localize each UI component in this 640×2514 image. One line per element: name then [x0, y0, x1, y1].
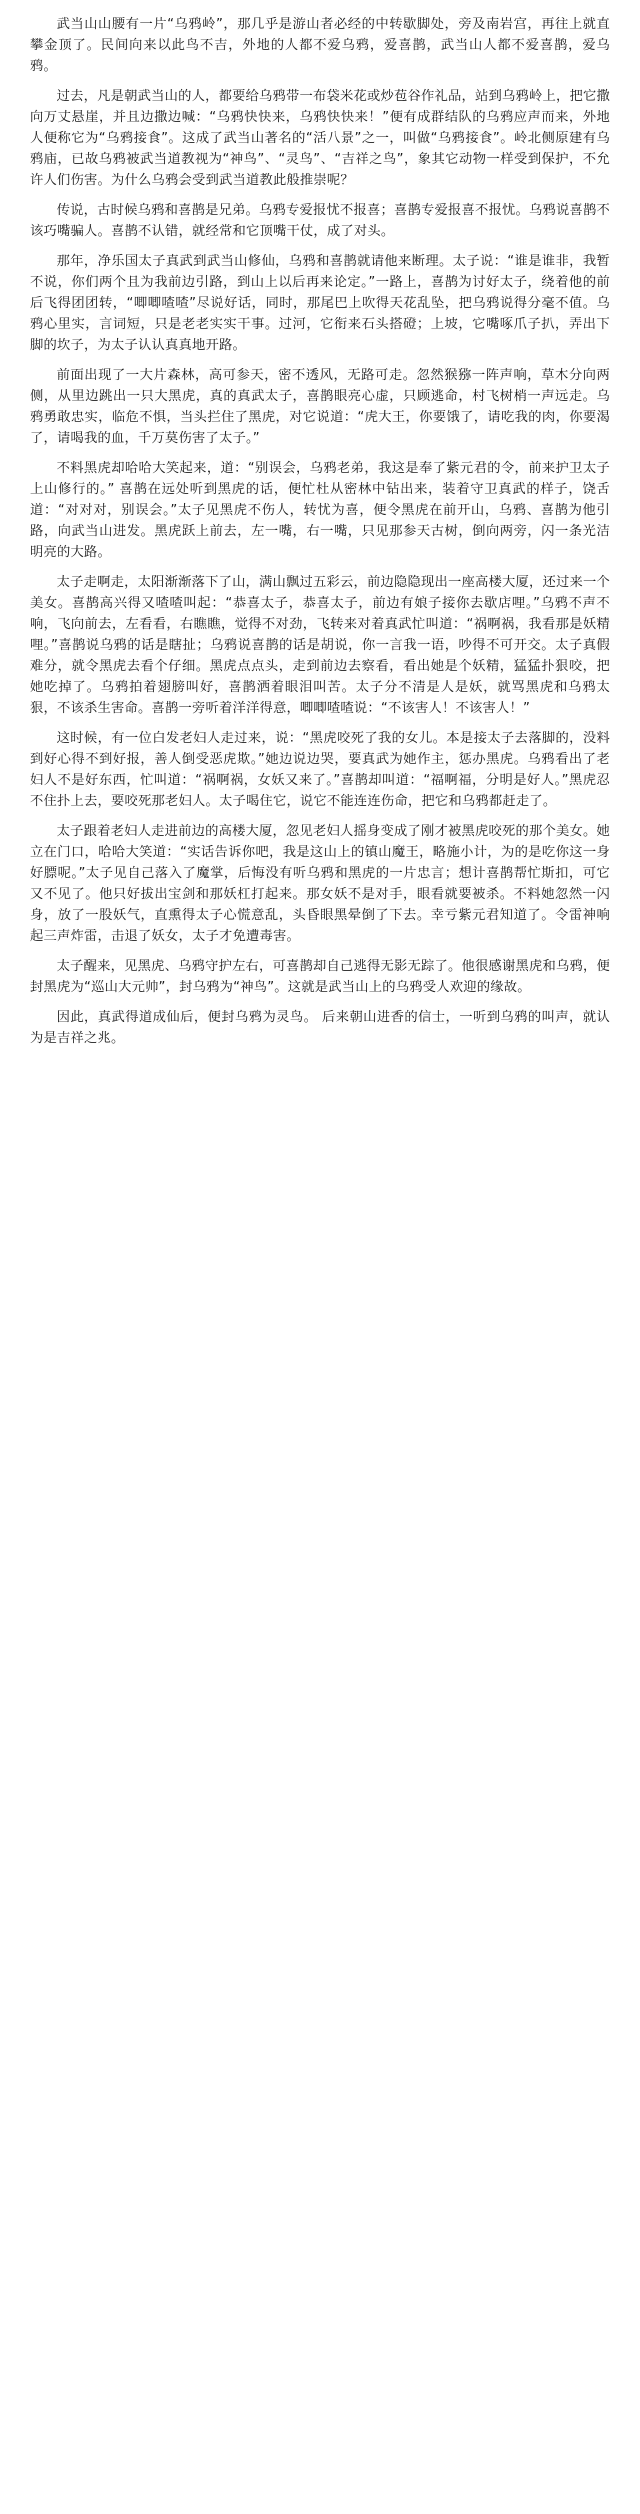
paragraph: 那年，净乐国太子真武到武当山修仙，乌鸦和喜鹊就请他来断理。太子说：“谁是谁非，我暂不说，你们两个且为我前边引路，到山上以后再来论定。”一路上，喜鹊为讨好太子，绕着他的前后飞得团团转，“唧唧喳喳”尽说好话，同时，那尾巴上吹得天花乱坠，把乌鸦说得分毫不值。乌鸦心里实，言词短，只是老老实实干事。过河，它衔来石头搭磴；上坡，它嘴啄爪子扒，弄出下脚的坎子，为太子认认真真地开路。 — [30, 254, 610, 353]
paragraph: 不料黑虎却哈哈大笑起来，道：“别误会，乌鸦老弟，我这是奉了紫元君的令，前来护卫太子上山修行的。” 喜鹊在远处听到黑虎的话，便忙杜从密林中钻出来，装着守卫真武的样子，饶舌道：“对对对，别误会。”太子见黑虎不伤人，转忧为喜，便令黑虎在前开山，乌鸦、喜鹊为他引路，向武当山进发。黑虎跃上前去，左一嘴，右一嘴，只见那参天古树，倒向两旁，闪一条光洁明亮的大路。 — [30, 461, 610, 560]
paragraph: 传说，古时候乌鸦和喜鹊是兄弟。乌鸦专爱报忧不报喜；喜鹊专爱报喜不报忧。乌鸦说喜鹊不该巧嘴骗人。喜鹊不认错，就经常和它顶嘴干仗，成了对头。 — [30, 203, 610, 239]
paragraph: 太子醒来，见黑虎、乌鸦守护左右，可喜鹊却自己逃得无影无踪了。他很感谢黑虎和乌鸦，便封黑虎为“巡山大元帅”，封乌鸦为“神鸟”。这就是武当山上的乌鸦受人欢迎的缘故。 — [30, 959, 610, 995]
paragraph: 因此，真武得道成仙后，便封乌鸦为灵鸟。 后来朝山进香的信士，一听到乌鸦的叫声，就认为是吉祥之兆。 — [30, 1010, 610, 1046]
paragraph: 过去，凡是朝武当山的人，都要给乌鸦带一布袋米花或炒苞谷作礼品，站到乌鸦岭上，把它撒向万丈悬崖，并且边撒边喊：“乌鸦快快来，乌鸦快快来！”便有成群结队的乌鸦应声而来，外地人便称它为“乌鸦接食”。这成了武当山著名的“活八景”之一，叫做“乌鸦接食”。岭北侧原建有乌鸦庙，已故乌鸦被武当道教视为“神鸟”、“灵鸟”、“吉祥之鸟”，象其它动物一样受到保护，不允许人们伤害。为什么乌鸦会受到武当道教此般推崇呢？ — [30, 89, 610, 188]
article-body — [0, 0, 640, 1068]
paragraph: 这时候，有一位白发老妇人走过来，说：“黑虎咬死了我的女儿。本是接太子去落脚的，没料到好心得不到好报，善人倒受恶虎欺。”她边说边哭，要真武为她作主，惩办黑虎。乌鸦看出了老妇人不是好东西，忙叫道：“祸啊祸，女妖又来了。”喜鹊却叫道：“福啊福，分明是好人。”黑虎忍不住扑上去，要咬死那老妇人。太子喝住它，说它不能连连伤命，把它和乌鸦都赶走了。 — [30, 731, 610, 809]
paragraph: 太子走啊走，太阳渐渐落下了山，满山飘过五彩云，前边隐隐现出一座高楼大厦，还过来一个美女。喜鹊高兴得又喳喳叫起：“恭喜太子，恭喜太子，前边有娘子接你去歇店哩。”乌鸦不声不响，飞向前去，左看看，右瞧瞧，觉得不对劲，飞转来对着真武忙叫道：“祸啊祸，我看那是妖精哩。”喜鹊说乌鸦的话是瞎扯；乌鸦说喜鹊的话是胡说，你一言我一语，吵得不可开交。太子真假难分，就令黑虎去看个仔细。黑虎点点头，走到前边去察看，看出她是个妖精，猛猛扑狠咬，把她吃掉了。乌鸦拍着翅膀叫好，喜鹊洒着眼泪叫苦。太子分不清是人是妖，就骂黑虎和乌鸦太狠，不该杀生害命。喜鹊一旁听着洋洋得意，唧唧喳喳说：“不该害人！不该害人！” — [30, 575, 610, 716]
paragraph: 太子跟着老妇人走进前边的高楼大厦，忽见老妇人摇身变成了刚才被黑虎咬死的那个美女。她立在门口，哈哈大笑道：“实话告诉你吧，我是这山上的镇山魔王，略施小计，为的是吃你这一身好膘呢。”太子见自己落入了魔掌，后悔没有听乌鸦和黑虎的一片忠言；想计喜鹊帮忙斯扣，可它又不见了。他只好拔出宝剑和那妖杠打起来。那女妖不是对手，眼看就要被杀。不料她忽然一闪身，放了一股妖气，直熏得太子心慌意乱，头昏眼黑晕倒了下去。幸亏紫元君知道了。令雷神响起三声炸雷，击退了妖女，太子才免遭毒害。 — [30, 824, 610, 944]
paragraph: 武当山山腰有一片“乌鸦岭”，那几乎是游山者必经的中转歇脚处，旁及南岩宫，再往上就直攀金顶了。民间向来以此鸟不吉，外地的人都不爱乌鸦，爱喜鹊，武当山人都不爱喜鹊，爱乌鸦。 — [30, 17, 610, 74]
paragraph: 前面出现了一大片森林，高可参天，密不透风，无路可走。忽然猴猕一阵声响，草木分向两侧，从里边跳出一只大黑虎，真的真武太子，喜鹊眼亮心虚，只顾逃命，村飞树梢一声远走。乌鸦勇敢忠实，临危不惧，当头拦住了黑虎，对它说道：“虎大王，你要饿了，请吃我的肉，你要渴了，请喝我的血，千万莫伤害了太子。” — [30, 368, 610, 446]
